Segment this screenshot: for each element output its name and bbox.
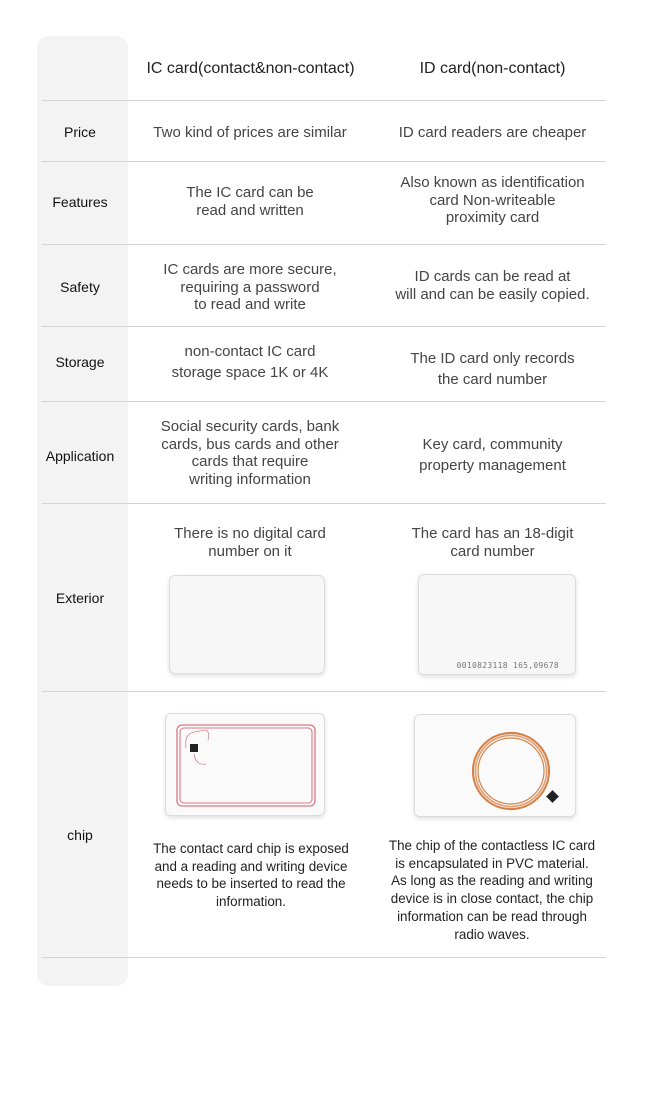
contact-antenna-icon	[166, 714, 324, 815]
storage-id-cell: The ID card only records the card number	[410, 350, 575, 388]
chip-ic-description: The contact card chip is exposed and a reading and writing device needs to be inserted to read the information.	[153, 841, 349, 910]
safety-ic-cell: IC cards are more secure, requiring a password to read and write	[163, 261, 337, 313]
exterior-id-cell: The card has an 18-digit card number	[411, 525, 574, 560]
row-label-features: Features	[52, 194, 108, 210]
row-label-storage: Storage	[55, 354, 105, 370]
divider	[42, 401, 606, 402]
id-card-numbered-image	[418, 574, 576, 675]
header-ic-card: IC card(contact&non-contact)	[146, 60, 355, 77]
row-label-chip: chip	[67, 827, 93, 843]
row-label-exterior: Exterior	[55, 590, 105, 606]
divider	[42, 161, 606, 162]
header-id-card: ID card(non-contact)	[419, 60, 566, 77]
application-ic-cell: Social security cards, bank cards, bus cards and other cards that require writing information	[160, 418, 340, 488]
row-label-price: Price	[64, 124, 96, 140]
divider	[42, 957, 606, 958]
price-id-cell: ID card readers are cheaper	[398, 124, 587, 141]
ic-card-blank-image	[169, 575, 325, 674]
rfid-coil-icon	[415, 715, 575, 816]
storage-ic-cell: non-contact IC card storage space 1K or 4K	[171, 343, 329, 381]
price-ic-cell: Two kind of prices are similar	[153, 124, 347, 141]
divider	[42, 326, 606, 327]
features-id-cell: Also known as identification card Non-writeable proximity card	[400, 174, 585, 226]
features-ic-cell: The IC card can be read and written	[186, 184, 314, 219]
divider	[42, 244, 606, 245]
application-id-cell: Key card, community property management	[419, 436, 566, 474]
divider	[42, 691, 606, 692]
divider	[42, 100, 606, 101]
chip-id-description: The chip of the contactless IC card is encapsulated in PVC material. As long as the reading and writing device is in close contact, the chip information can be read through radio waves.	[388, 838, 596, 942]
safety-id-cell: ID cards can be read at will and can be easily copied.	[395, 268, 590, 303]
id-card-number: 0010823118 165,09678	[456, 661, 559, 670]
row-label-application: Application	[45, 448, 115, 464]
contactless-chip-card-image	[414, 714, 576, 817]
exterior-ic-cell: There is no digital card number on it	[174, 525, 326, 560]
row-label-safety: Safety	[60, 279, 100, 295]
divider	[42, 503, 606, 504]
contact-chip-card-image	[165, 713, 325, 816]
